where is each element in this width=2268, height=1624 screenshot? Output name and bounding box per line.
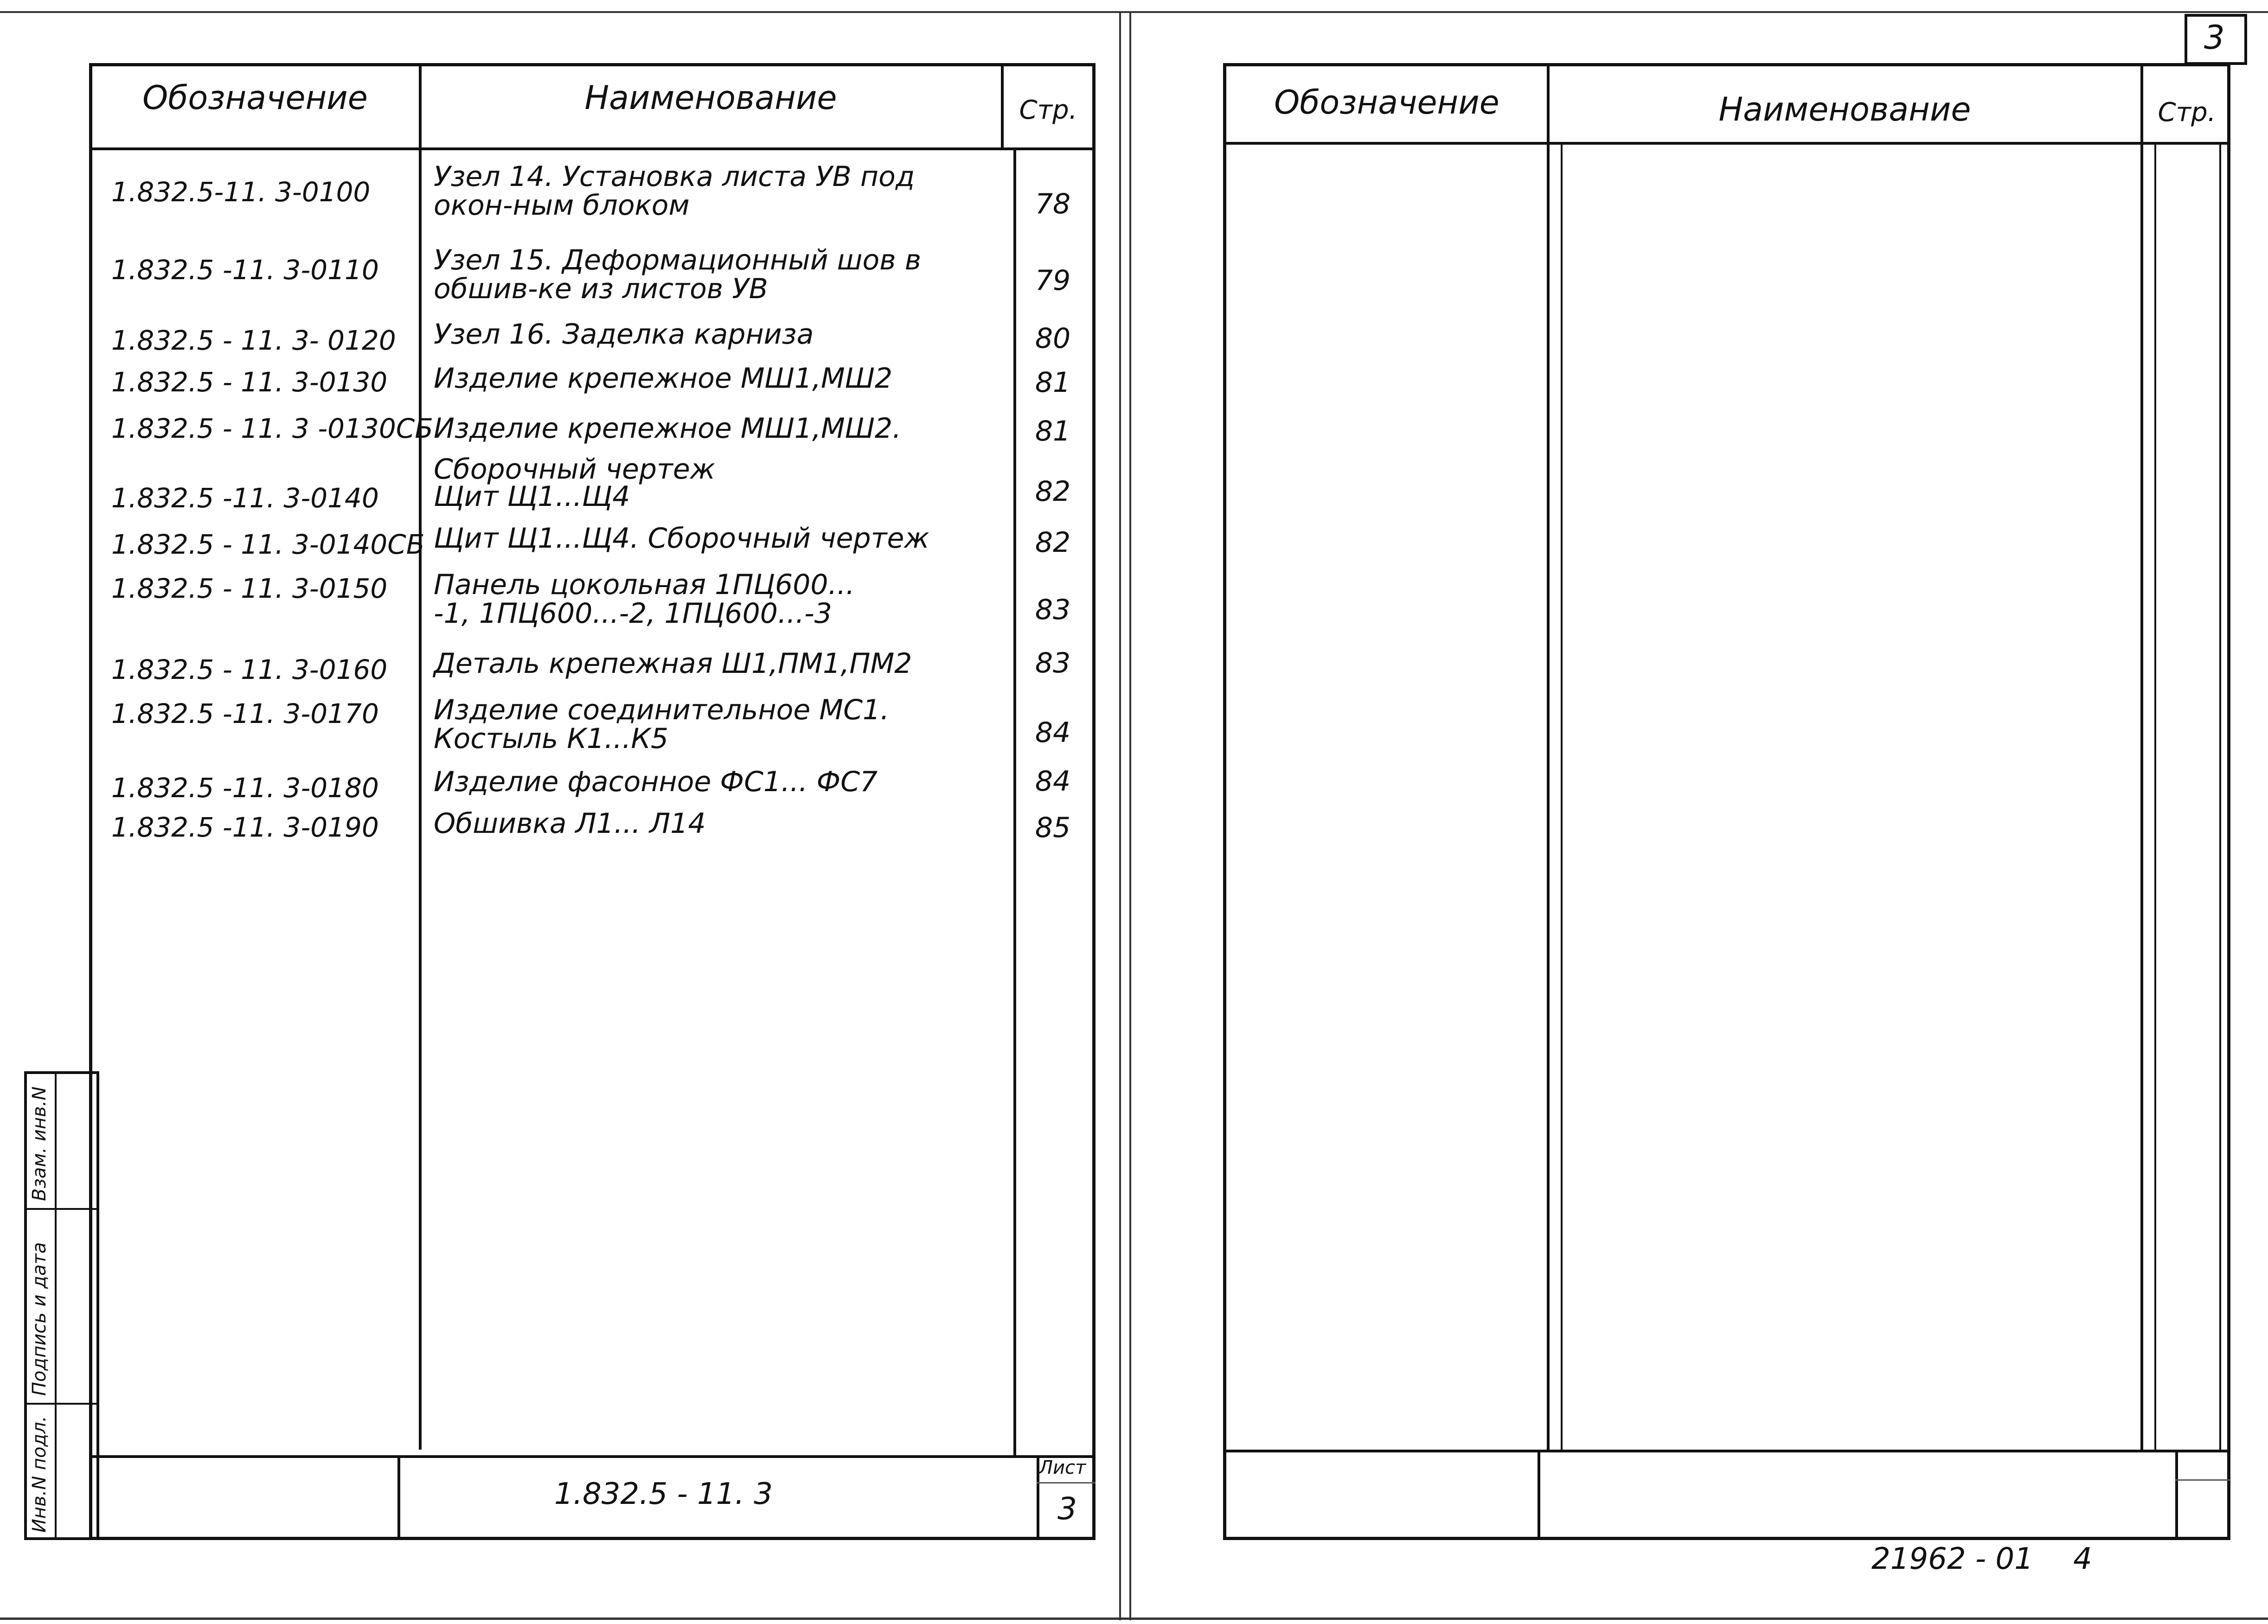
- row-code: 1.832.5 - 11. 3-0130: [111, 366, 388, 398]
- right-col-divider-2: [2140, 63, 2143, 1450]
- row-name: Изделие соединительное МС1. Костыль К1...К5: [434, 694, 890, 755]
- stamp-podp-data: Подпись и дата: [29, 1242, 50, 1396]
- left-header-designation: Обозначение: [142, 79, 368, 117]
- document-code: 1.832.5 - 11. 3: [554, 1477, 773, 1511]
- page-fold-line-2: [1129, 11, 1131, 1620]
- stamp-strip-divider: [55, 1071, 57, 1540]
- row-code: 1.832.5 - 11. 3-0160: [111, 654, 388, 685]
- stamp-divider-2: [24, 1403, 99, 1405]
- right-header-divider: [1223, 142, 2230, 145]
- right-title-block-divider: [1538, 1450, 1540, 1540]
- row-page: 79: [1035, 264, 1071, 297]
- stamp-vzam-inv: Взам. инв.N: [29, 1086, 50, 1201]
- row-page: 81: [1035, 366, 1071, 399]
- row-name: Изделие крепежное МШ1,МШ2: [434, 362, 893, 395]
- page-top-edge: [0, 11, 2268, 13]
- row-name: Щит Щ1...Щ4: [434, 480, 630, 513]
- left-title-block-top: [89, 1455, 1096, 1458]
- row-code: 1.832.5 -11. 3-0110: [111, 254, 379, 286]
- row-page: 84: [1035, 716, 1071, 749]
- row-code: 1.832.5 -11. 3-0190: [111, 812, 379, 843]
- row-page: 85: [1035, 812, 1071, 844]
- right-col-divider-3: [2219, 142, 2221, 1450]
- row-name: Щит Щ1...Щ4. Сборочный чертеж: [434, 522, 929, 555]
- row-page: 83: [1035, 647, 1071, 679]
- left-sheet-cell-mid: [1037, 1482, 1096, 1483]
- right-sheet-cell-divider: [2175, 1450, 2178, 1540]
- row-code: 1.832.5 -11. 3-0180: [111, 772, 379, 804]
- row-name: Изделие фасонное ФС1... ФС7: [434, 766, 878, 798]
- right-title-block-top: [1223, 1450, 2230, 1452]
- right-col-divider-1b: [1561, 142, 1563, 1450]
- row-name: Изделие крепежное МШ1,МШ2. Сборочный чертеж: [434, 412, 902, 486]
- row-code: 1.832.5 - 11. 3 -0130СБ: [111, 413, 434, 444]
- row-code: 1.832.5 - 11. 3- 0120: [111, 325, 396, 356]
- row-code: 1.832.5 - 11. 3-0150: [111, 573, 388, 604]
- left-header-page: Стр.: [1019, 95, 1077, 125]
- row-name: Обшивка Л1... Л14: [434, 807, 706, 840]
- right-sheet-cell-mid: [2175, 1479, 2230, 1481]
- row-page: 82: [1035, 526, 1071, 559]
- corner-sheet-number: 3: [2204, 19, 2225, 57]
- row-page: 83: [1035, 594, 1071, 626]
- row-page: 81: [1035, 415, 1071, 448]
- row-name: Узел 14. Установка листа УВ под окон-ным блоком: [434, 160, 915, 222]
- right-col-divider-1: [1547, 63, 1550, 1450]
- left-title-block-divider: [397, 1455, 400, 1540]
- sheet-number: 3: [1057, 1491, 1077, 1527]
- right-header-page: Стр.: [2158, 97, 2216, 128]
- row-page: 82: [1035, 475, 1071, 508]
- row-name: Узел 16. Заделка карниза: [434, 318, 814, 351]
- row-name: Деталь крепежная Ш1,ПМ1,ПМ2: [434, 647, 912, 680]
- row-page: 84: [1035, 765, 1071, 798]
- row-code: 1.832.5 -11. 3-0170: [111, 698, 379, 729]
- stamp-divider-1: [24, 1208, 99, 1210]
- sheet-label: Лист: [1039, 1457, 1086, 1478]
- footer-archive-number: 21962 - 01: [1871, 1542, 2033, 1576]
- right-header-name: Наименование: [1718, 90, 1971, 128]
- row-code: 1.832.5-11. 3-0100: [111, 176, 371, 208]
- stamp-inv-podl: Инв.N подл.: [29, 1416, 50, 1533]
- left-col-divider-1: [419, 63, 422, 1450]
- row-page: 78: [1035, 188, 1071, 220]
- left-header-divider: [89, 147, 1096, 150]
- row-name: Панель цокольная 1ПЦ600... -1, 1ПЦ600...-2, 1ПЦ600...-3: [434, 569, 855, 630]
- right-table-frame: [1223, 63, 2230, 1540]
- right-col-divider-2b: [2154, 142, 2156, 1450]
- page-bottom-edge: [0, 1618, 2268, 1620]
- footer-page-number: 4: [2073, 1542, 2092, 1576]
- right-header-designation: Обозначение: [1274, 83, 1499, 121]
- row-page: 80: [1035, 322, 1071, 355]
- row-code: 1.832.5 - 11. 3-0140СБ: [111, 529, 425, 560]
- row-name: Узел 15. Деформационный шов в обшив-ке из листов УВ: [434, 244, 922, 305]
- left-header-name: Наименование: [584, 79, 837, 117]
- page-fold-line: [1119, 11, 1121, 1620]
- row-code: 1.832.5 -11. 3-0140: [111, 482, 379, 514]
